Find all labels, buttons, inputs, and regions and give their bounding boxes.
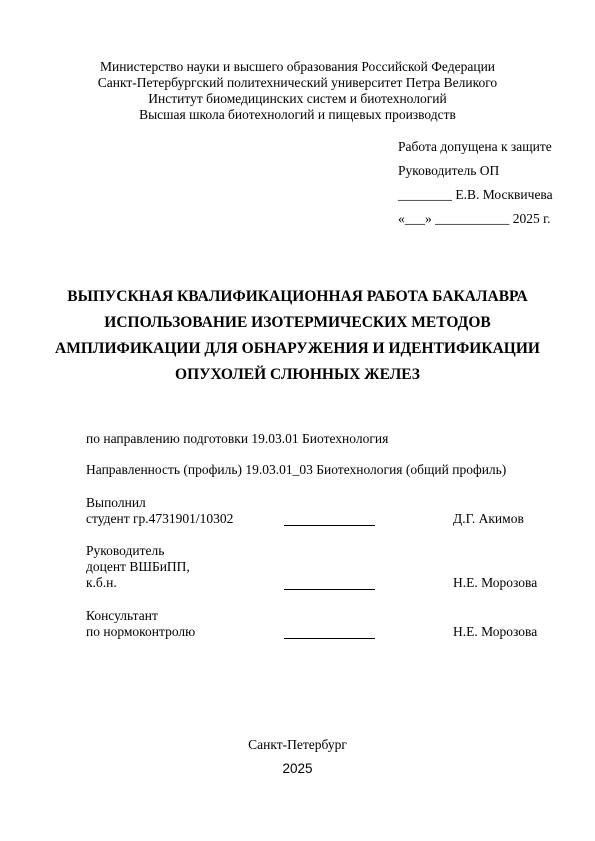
footer-city: Санкт-Петербург — [248, 737, 347, 752]
footer-year: 2025 — [282, 761, 313, 776]
student-group: студент гр.4731901/10302 — [86, 511, 234, 526]
study-profile: Направленность (профиль) 19.03.01_03 Биотехнология (общий профиль) — [86, 462, 507, 477]
approval-date: «___» ___________ 2025 г. — [398, 211, 551, 226]
supervisor-role: Руководитель — [86, 543, 165, 558]
student-role: Выполнил — [86, 495, 146, 510]
consultant-area: по нормоконтролю — [86, 624, 196, 639]
university-line: Санкт-Петербургский политехнический университет Петра Великого — [97, 75, 498, 90]
institute-line: Институт биомедицинских систем и биотехнологий — [148, 91, 447, 106]
thesis-title-line1: ИСПОЛЬЗОВАНИЕ ИЗОТЕРМИЧЕСКИХ МЕТОДОВ — [104, 314, 491, 331]
thesis-title-line3: ОПУХОЛЕЙ СЛЮННЫХ ЖЕЛЕЗ — [175, 366, 420, 383]
supervisor-name: Н.Е. Морозова — [453, 575, 538, 590]
school-line: Высшая школа биотехнологий и пищевых производств — [139, 107, 456, 122]
consultant-signature-line — [284, 638, 375, 639]
ministry-line: Министерство науки и высшего образования Российской Федерации — [99, 59, 496, 74]
approval-signature-row — [398, 187, 553, 203]
study-direction: по направлению подготовки 19.03.01 Биотехнология — [86, 431, 389, 446]
thesis-title-line2: АМПЛИФИКАЦИИ ДЛЯ ОБНАРУЖЕНИЯ И ИДЕНТИФИКАЦИИ — [55, 340, 540, 357]
approval-admitted: Работа допущена к защите — [398, 139, 552, 154]
supervisor-signature-line — [284, 589, 375, 590]
thesis-type: ВЫПУСКНАЯ КВАЛИФИКАЦИОННАЯ РАБОТА БАКАЛАВРА — [67, 288, 528, 305]
student-name: Д.Г. Акимов — [453, 511, 524, 526]
student-signature-line — [284, 525, 375, 526]
supervisor-position: доцент ВШБиПП, — [86, 559, 190, 574]
consultant-role: Консультант — [86, 608, 158, 623]
consultant-name: Н.Е. Морозова — [453, 624, 538, 639]
approval-signature-blank: ________ — [398, 187, 452, 202]
approval-name: Е.В. Москвичева — [455, 187, 553, 202]
supervisor-degree: к.б.н. — [86, 575, 117, 590]
approval-program-head: Руководитель ОП — [398, 163, 500, 178]
